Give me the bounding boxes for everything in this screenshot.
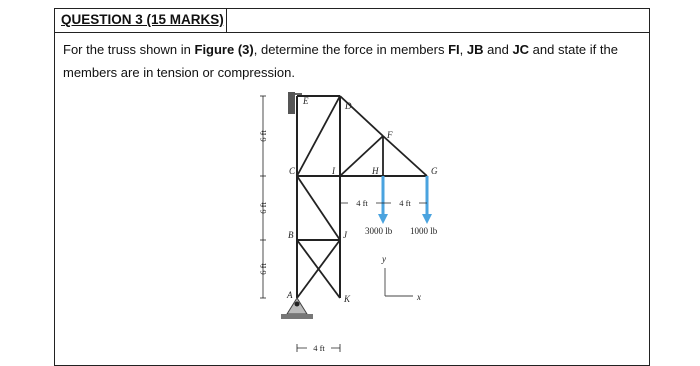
member-jb: JB bbox=[466, 42, 484, 57]
load-label-3000: 3000 lb bbox=[365, 226, 393, 236]
horizontal-dimension-label: 4 ft bbox=[399, 198, 411, 208]
vertical-dimension-label: 6 ft bbox=[258, 202, 268, 214]
node-label-b: B bbox=[288, 230, 294, 240]
node-label-h: H bbox=[372, 166, 379, 176]
node-label-f: F bbox=[387, 130, 393, 140]
member-jc: JC bbox=[512, 42, 530, 57]
load-arrowhead-g bbox=[422, 214, 432, 224]
question-text-part: For the truss shown in bbox=[63, 42, 195, 57]
question-text-part: and state if the members are in tension or compression. bbox=[63, 42, 618, 80]
vertical-dimension-label: 6 ft bbox=[258, 263, 268, 275]
member-fi: FI bbox=[448, 42, 460, 57]
node-label-a: A bbox=[287, 290, 293, 300]
figure-reference: Figure (3) bbox=[194, 42, 254, 57]
title-row bbox=[55, 9, 649, 33]
member-cd bbox=[297, 96, 340, 176]
member-fg bbox=[383, 136, 427, 176]
truss-figure bbox=[245, 88, 465, 362]
question-text-part: , bbox=[459, 42, 467, 57]
node-label-i: I bbox=[332, 166, 335, 176]
pin-a bbox=[295, 302, 300, 307]
horizontal-dimension-label: 4 ft bbox=[356, 198, 368, 208]
wall-support bbox=[288, 92, 295, 114]
question-title: QUESTION 3 (15 MARKS) bbox=[55, 9, 227, 32]
node-label-j: J bbox=[343, 230, 347, 240]
vertical-dimension-label: 6 ft bbox=[258, 130, 268, 142]
member-cj bbox=[297, 176, 340, 240]
node-label-c: C bbox=[289, 166, 296, 176]
node-label-d: D bbox=[345, 101, 352, 111]
question-text bbox=[63, 38, 643, 84]
question-text-part: and bbox=[483, 42, 513, 57]
load-arrowhead-h bbox=[378, 214, 388, 224]
bottom-dimension-label: 4 ft bbox=[313, 343, 325, 353]
node-label-g: G bbox=[431, 166, 438, 176]
ground bbox=[281, 314, 313, 319]
question-text-part: , determine the force in members bbox=[253, 42, 449, 57]
node-label-k: K bbox=[344, 294, 351, 304]
x-axis-label: x bbox=[417, 292, 421, 302]
y-axis-label: y bbox=[382, 254, 386, 264]
load-label-1000: 1000 lb bbox=[410, 226, 438, 236]
node-label-e: E bbox=[303, 96, 309, 106]
